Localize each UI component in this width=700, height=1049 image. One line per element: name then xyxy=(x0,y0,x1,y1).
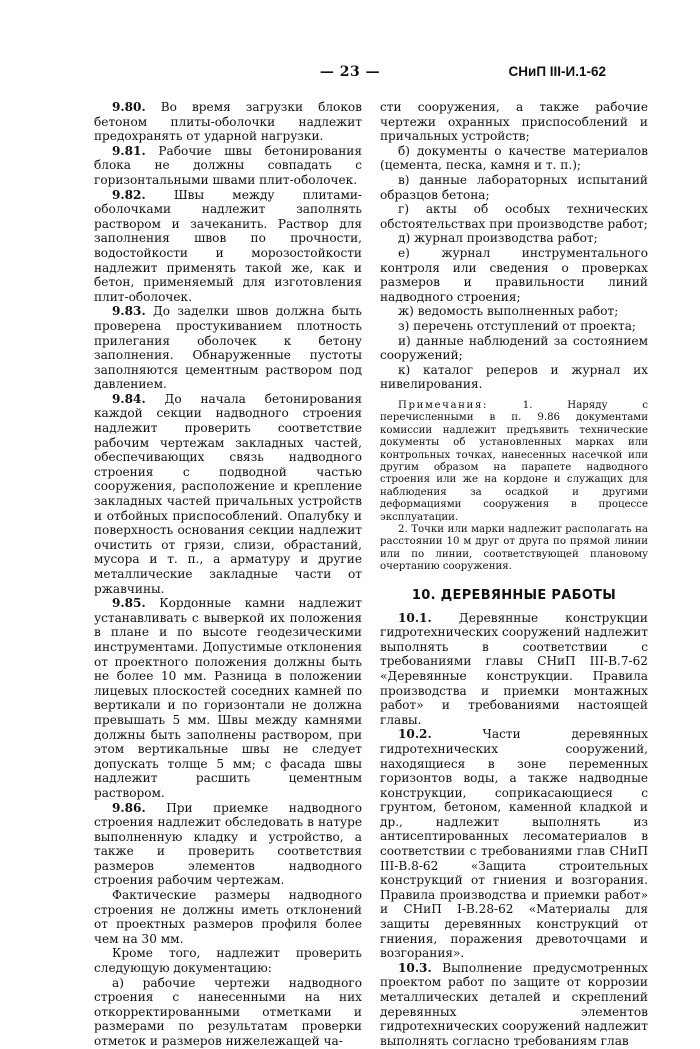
clause-number: 9.82. xyxy=(112,187,146,202)
clause-number: 10.3. xyxy=(398,960,432,975)
paragraph-text: б) документы о качестве материалов (цемента, песка, камня и т. п.); xyxy=(380,143,648,173)
paragraph xyxy=(380,727,648,961)
paragraph xyxy=(380,319,648,334)
paragraph-text: До начала бетонирования каждой секции надводного строения надлежит проверить соответствие рабочим чертежам закладных частей, обеспечивающих связь надводного строения с подводной частью сооружения, расположение и крепление закладных частей причальных устройств и отбойных приспособлений. Опалубку и поверхность основания секции надлежит очистить от грязи, слизи, обрастаний, мусора и т. п., а арматуру и другие металлические закладные части от ржавчины. xyxy=(94,391,362,596)
paragraph-text: До заделки швов должна быть проверена простукиванием плотность прилегания оболочек к бетону заполнения. Обнаруженные пустоты заполняются цементным раствором под давлением. xyxy=(94,304,362,392)
section-body xyxy=(380,611,648,1049)
page-number: — 23 — xyxy=(319,64,381,80)
paragraph xyxy=(380,334,648,363)
clause-number: 9.83. xyxy=(112,304,146,319)
left-column xyxy=(94,100,362,1049)
clause-number: 9.80. xyxy=(112,100,146,114)
paragraph-text: к) каталог реперов и журнал их нивелирования. xyxy=(380,362,648,392)
note-paragraph: 2. Точки или марки надлежит располагать на расстоянии 10 м друг от друга по прямой линии или по линии, соответствующей плановому очертанию сооружения. xyxy=(380,523,648,573)
paragraph xyxy=(380,246,648,304)
paragraph xyxy=(380,231,648,246)
paragraph-text: Кроме того, надлежит проверить следующую документацию: xyxy=(94,946,362,976)
paragraph-text: Деревянные конструкции гидротехнических сооружений надлежит выполнять в соответствии с требованиями главы СНиП III-В.7-62 «Деревянные конструкции. Правила производства и приемки монтажных работ» и требованиями настоящей главы. xyxy=(380,610,648,727)
paragraph-text: Рабочие швы бетонирования блока не должны совпадать с горизонтальными швами плит-оболочек. xyxy=(94,143,362,187)
clause-number: 9.81. xyxy=(112,143,146,158)
section-heading: 10. ДЕРЕВЯННЫЕ РАБОТЫ xyxy=(411,587,617,603)
paragraph xyxy=(380,100,648,144)
paragraph-text: и) данные наблюдений за состоянием сооружений; xyxy=(380,333,648,363)
clause-number: 10.2. xyxy=(398,727,432,742)
paragraph-text: ж) ведомость выполненных работ; xyxy=(398,304,619,319)
paragraph xyxy=(94,188,362,305)
paragraph xyxy=(94,801,362,889)
paragraph xyxy=(94,304,362,392)
notes-block xyxy=(380,400,648,574)
paragraph-text: Швы между плитами-оболочками надлежит заполнять раствором и зачеканить. Раствор для заполнения швов по прочности, водостойкости и морозостойкости надлежит применять такой же, как и бетон, применяемый для изготовления плит-оболочек. xyxy=(94,187,362,304)
paragraph xyxy=(380,173,648,202)
right-column-list xyxy=(380,100,648,392)
paragraph xyxy=(94,144,362,188)
paragraph-text: д) журнал производства работ; xyxy=(398,231,598,246)
paragraph-text: з) перечень отступлений от проекта; xyxy=(398,318,636,333)
clause-number: 9.84. xyxy=(112,391,146,406)
paragraph xyxy=(380,363,648,392)
paragraph xyxy=(380,304,648,319)
paragraph-text: Фактические размеры надводного строения не должны иметь отклонений от проектных размеров профиля более чем на 30 мм. xyxy=(94,888,362,946)
clause-number: 9.85. xyxy=(112,596,146,611)
paragraph xyxy=(380,202,648,231)
running-header xyxy=(94,64,606,88)
notes-label: Примечания: xyxy=(398,399,488,411)
paragraph-text: Кордонные камни надлежит устанавливать с выверкой их положения в плане и по высоте геодезическими инструментами. Допустимые отклонения от проектного положения должны быть не более 10 мм. Разница в положении лицевых плоскостей соседних камней по вертикали и по горизонтали не должна превышать 5 мм. Швы между камнями должны быть заполнены раствором, при этом вертикальные швы не следует допускать толще 5 мм; с фасада швы надлежит расшить цементным раствором. xyxy=(94,596,362,800)
paragraph-text: сти сооружения, а также рабочие чертежи охранных приспособлений и причальных устройств; xyxy=(380,100,648,144)
paragraph-text: Части деревянных гидротехнических сооружений, находящиеся в зоне переменных горизонтов воды, а также надводные конструкции, соприкасающиеся с грунтом, бетоном, каменной кладкой и др., надлежит выполнять из антисептированных лесоматериалов в соответствии с требованиями глав СНиП III-В.8-62 «Защита строительных конструкций от гниения и возгорания. Правила производства и приемки работ» и СНиП I-В.28-62 «Материалы для защиты деревянных конструкций от гниения, поражения древоточцами и возгорания». xyxy=(380,727,648,961)
paragraph-text: Во время загрузки блоков бетоном плиты-оболочки надлежит предохранять от ударной нагрузки. xyxy=(94,100,362,144)
paragraph-text: г) акты об особых технических обстоятельствах при производстве работ; xyxy=(380,202,648,231)
clause-number: 9.86. xyxy=(112,800,146,815)
paragraph-text: При приемке надводного строения надлежит обследовать в натуре выполненную кладку и устройство, а также и проверить соответствия размеров элементов надводного строения рабочим чертежам. xyxy=(94,800,362,888)
paragraph xyxy=(380,961,648,1049)
paragraph xyxy=(94,596,362,800)
paragraph xyxy=(380,144,648,173)
document-code: СНиП III-И.1-62 xyxy=(508,64,606,79)
paragraph xyxy=(94,946,362,975)
right-column xyxy=(380,100,648,1048)
note-text: 1. Наряду с перечисленными в п. 9.86 документами комиссии надлежит предъявить технические документы об установленных марках или контрольных точках, нанесенных насечкой или другим образом на парапете надводного строения или же на кордоне и служащих для наблюдения за осадкой и другими деформациями сооружения в процессе эксплуатации. xyxy=(380,399,648,523)
paragraph xyxy=(94,888,362,946)
paragraph-text: в) данные лабораторных испытаний образцов бетона; xyxy=(380,172,648,202)
clause-number: 10.1. xyxy=(398,610,432,625)
paragraph xyxy=(94,100,362,144)
note-paragraph xyxy=(380,400,648,524)
paragraph-text: Выполнение предусмотренных проектом работ по защите от коррозии металлических деталей и скреплений деревянных элементов гидротехнических сооружений надлежит выполнять согласно требованиям глав xyxy=(380,960,648,1048)
paragraph-text: а) рабочие чертежи надводного строения с нанесенными на них откорректированными отметками и размерами по результатам проверки отметок и размеров нижележащей ча- xyxy=(94,975,362,1048)
paragraph xyxy=(94,976,362,1049)
paragraph xyxy=(380,611,648,728)
paragraph xyxy=(94,392,362,596)
paragraph-text: е) журнал инструментального контроля или сведения о проверках размеров и правильности линий надводного строения; xyxy=(380,245,648,304)
